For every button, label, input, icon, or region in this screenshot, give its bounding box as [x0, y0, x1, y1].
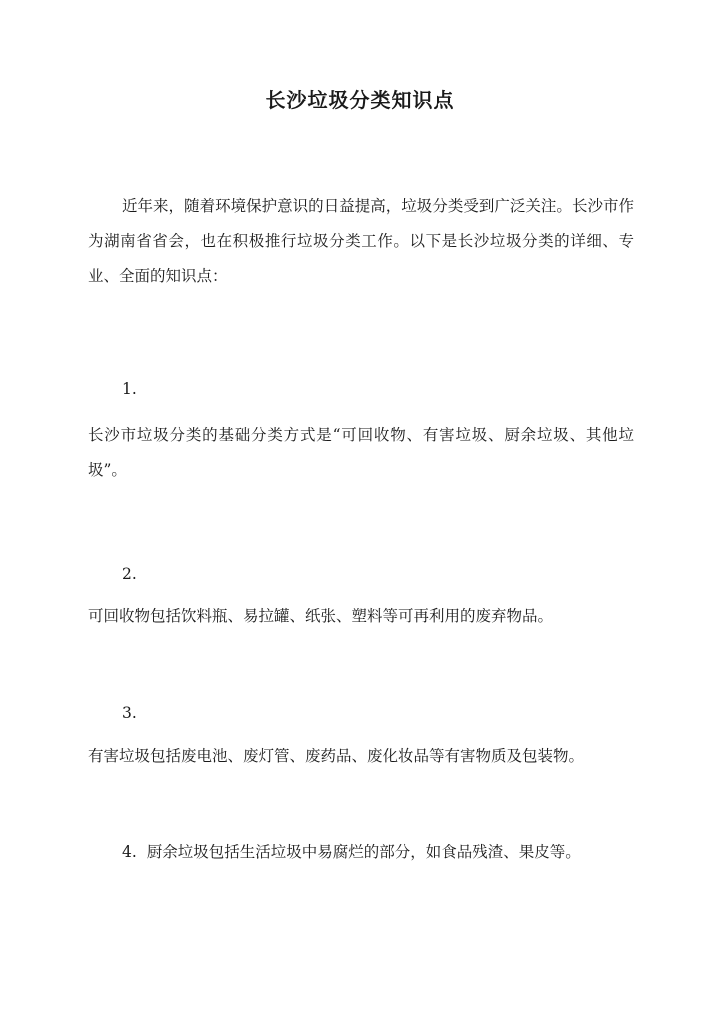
- item-4-text: 厨余垃圾包括生活垃圾中易腐烂的部分，如食品残渣、果皮等。: [146, 843, 581, 861]
- item-3-text: 有害垃圾包括废电池、废灯管、废药品、废化妆品等有害物质及包装物。: [88, 747, 585, 765]
- document-title: 长沙垃圾分类知识点: [265, 88, 455, 112]
- item-3-number: 3.: [122, 704, 137, 722]
- item-4: [122, 835, 634, 870]
- item-1-text: 长沙市垃圾分类的基础分类方式是“可回收物、有害垃圾、厨余垃圾、其他垃圾”。: [88, 426, 634, 479]
- intro-paragraph: 近年来，随着环境保护意识的日益提高，垃圾分类受到广泛关注。长沙市作为湖南省省会，也在积极推行垃圾分类工作。以下是长沙垃圾分类的详细、专业、全面的知识点：: [88, 197, 634, 285]
- item-4-number: 4.: [122, 843, 137, 861]
- item-2-number: 2.: [122, 565, 137, 583]
- item-2-text: 可回收物包括饮料瓶、易拉罐、纸张、塑料等可再利用的废弃物品。: [88, 607, 554, 625]
- item-1-number: 1.: [122, 380, 137, 398]
